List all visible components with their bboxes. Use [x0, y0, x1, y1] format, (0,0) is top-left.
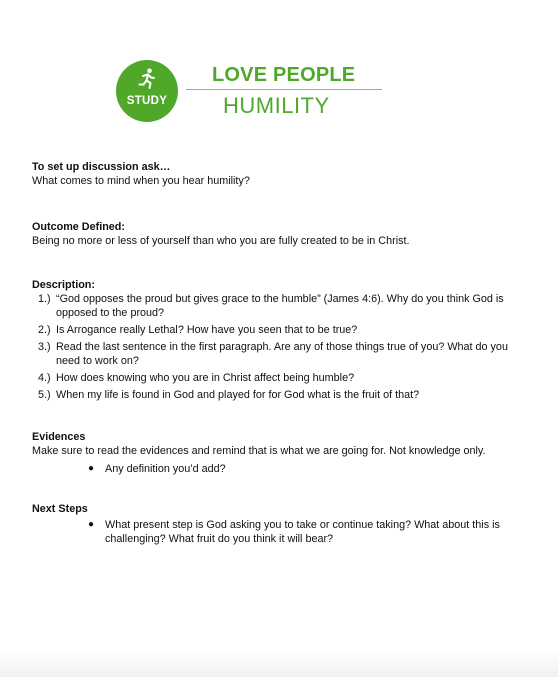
- page-edge: [0, 649, 558, 677]
- list-item: ● Any definition you’d add?: [88, 463, 226, 475]
- setup-question: What comes to mind when you hear humility?: [32, 175, 250, 187]
- header-divider: [186, 89, 382, 90]
- evidences-text: Make sure to read the evidences and remind that is what we are going for. Not knowledge only.: [32, 445, 486, 457]
- evidences-section: [32, 430, 522, 476]
- next-steps-heading: Next Steps: [32, 503, 88, 515]
- badge-label: STUDY: [126, 95, 168, 107]
- list-item: ● What present step is God asking you to take or continue taking? What about this is challenging? What fruit do you think it will bear?: [88, 519, 500, 545]
- description-list: [32, 292, 522, 402]
- description-section: [32, 278, 522, 405]
- study-header: [116, 60, 386, 122]
- list-item: 2.) Is Arrogance really Lethal? How have you seen that to be true?: [38, 324, 358, 336]
- bullet-icon: ●: [88, 463, 95, 474]
- setup-section: [32, 160, 522, 188]
- list-item: 5.) When my life is found in God and played for for God what is the fruit of that?: [38, 389, 420, 401]
- outcome-text: Being no more or less of yourself than who you are fully created to be in Christ.: [32, 235, 410, 247]
- next-steps-bullets: [32, 518, 522, 546]
- study-badge: [116, 60, 178, 122]
- list-item: 4.) How does knowing who you are in Christ affect being humble?: [38, 372, 355, 384]
- list-item: 1.) “God opposes the proud but gives grace to the humble” (James 4:6). Why do you think God is opposed to the proud?: [38, 293, 504, 319]
- page-title: HUMILITY: [223, 93, 330, 118]
- evidences-bullets: [32, 462, 522, 476]
- setup-heading: To set up discussion ask…: [32, 161, 171, 173]
- running-person-icon: [138, 68, 156, 90]
- bullet-icon: ●: [88, 519, 95, 530]
- description-heading: Description:: [32, 279, 95, 291]
- outcome-section: [32, 220, 522, 248]
- category-heading: LOVE PEOPLE: [212, 64, 356, 86]
- next-steps-section: [32, 502, 522, 546]
- list-item: 3.) Read the last sentence in the first paragraph. Are any of those things true of you? What do you need to work on?: [38, 341, 508, 367]
- outcome-heading: Outcome Defined:: [32, 221, 125, 233]
- evidences-heading: Evidences: [32, 431, 86, 443]
